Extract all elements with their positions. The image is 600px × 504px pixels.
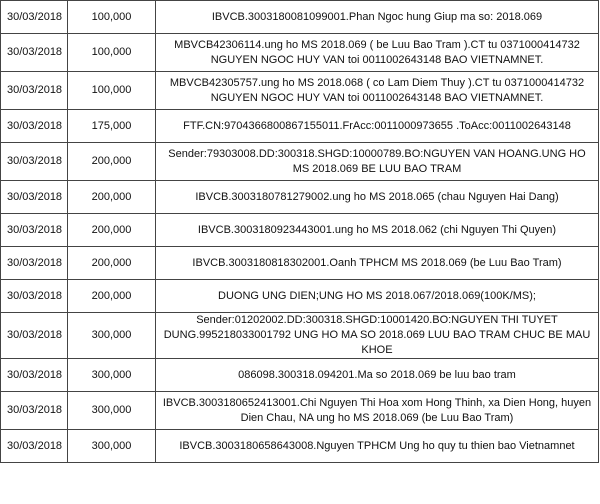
date-cell: 30/03/2018 <box>1 143 68 181</box>
amount-cell: 300,000 <box>68 313 156 359</box>
description-cell: MBVCB42305757.ung ho MS 2018.068 ( co Lam Diem Thuy ).CT tu 0371000414732 NGUYEN NGOC HUY VAN toi 0011002643148 BAO VIETNAMNET. <box>156 72 599 110</box>
table-row <box>1 181 599 214</box>
date-cell: 30/03/2018 <box>1 72 68 110</box>
amount-cell: 200,000 <box>68 181 156 214</box>
table-row <box>1 34 599 72</box>
description-cell: 086098.300318.094201.Ma so 2018.069 be luu bao tram <box>156 359 599 392</box>
amount-cell: 200,000 <box>68 280 156 313</box>
table-row <box>1 214 599 247</box>
description-cell: IBVCB.3003180081099001.Phan Ngoc hung Giup ma so: 2018.069 <box>156 1 599 34</box>
table-row <box>1 313 599 359</box>
amount-cell: 200,000 <box>68 214 156 247</box>
table-row <box>1 72 599 110</box>
amount-cell: 200,000 <box>68 143 156 181</box>
date-cell: 30/03/2018 <box>1 359 68 392</box>
description-cell: DUONG UNG DIEN;UNG HO MS 2018.067/2018.069(100K/MS); <box>156 280 599 313</box>
description-cell: Sender:01202002.DD:300318.SHGD:10001420.BO:NGUYEN THI TUYET DUNG.995218033001792 UNG HO MA SO 2018.069 LUU BAO TRAM CHUC BE MAU KHOE <box>156 313 599 359</box>
date-cell: 30/03/2018 <box>1 313 68 359</box>
date-cell: 30/03/2018 <box>1 1 68 34</box>
table-row <box>1 110 599 143</box>
description-cell: IBVCB.3003180818302001.Oanh TPHCM MS 2018.069 (be Luu Bao Tram) <box>156 247 599 280</box>
description-cell: IBVCB.3003180781279002.ung ho MS 2018.065 (chau Nguyen Hai Dang) <box>156 181 599 214</box>
date-cell: 30/03/2018 <box>1 280 68 313</box>
table-row <box>1 359 599 392</box>
date-cell: 30/03/2018 <box>1 34 68 72</box>
amount-cell: 300,000 <box>68 430 156 463</box>
description-cell: FTF.CN:9704366800867155011.FrAcc:0011000973655 .ToAcc:0011002643148 <box>156 110 599 143</box>
description-cell: Sender:79303008.DD:300318.SHGD:10000789.BO:NGUYEN VAN HOANG.UNG HO MS 2018.069 BE LUU BAO TRAM <box>156 143 599 181</box>
date-cell: 30/03/2018 <box>1 181 68 214</box>
table-row <box>1 143 599 181</box>
table-row <box>1 280 599 313</box>
date-cell: 30/03/2018 <box>1 247 68 280</box>
amount-cell: 200,000 <box>68 247 156 280</box>
table-row <box>1 430 599 463</box>
date-cell: 30/03/2018 <box>1 110 68 143</box>
amount-cell: 175,000 <box>68 110 156 143</box>
table-row <box>1 1 599 34</box>
description-cell: IBVCB.3003180658643008.Nguyen TPHCM Ung ho quy tu thien bao Vietnamnet <box>156 430 599 463</box>
amount-cell: 300,000 <box>68 392 156 430</box>
date-cell: 30/03/2018 <box>1 392 68 430</box>
table-row <box>1 247 599 280</box>
date-cell: 30/03/2018 <box>1 214 68 247</box>
amount-cell: 100,000 <box>68 72 156 110</box>
description-cell: MBVCB42306114.ung ho MS 2018.069 ( be Luu Bao Tram ).CT tu 0371000414732 NGUYEN NGOC HUY VAN toi 0011002643148 BAO VIETNAMNET. <box>156 34 599 72</box>
amount-cell: 100,000 <box>68 34 156 72</box>
date-cell: 30/03/2018 <box>1 430 68 463</box>
amount-cell: 300,000 <box>68 359 156 392</box>
description-cell: IBVCB.3003180652413001.Chi Nguyen Thi Hoa xom Hong Thinh, xa Dien Hong, huyen Dien Chau, NA ung ho MS 2018.069 (be Luu Bao Tram) <box>156 392 599 430</box>
table-row <box>1 392 599 430</box>
description-cell: IBVCB.3003180923443001.ung ho MS 2018.062 (chi Nguyen Thi Quyen) <box>156 214 599 247</box>
amount-cell: 100,000 <box>68 1 156 34</box>
